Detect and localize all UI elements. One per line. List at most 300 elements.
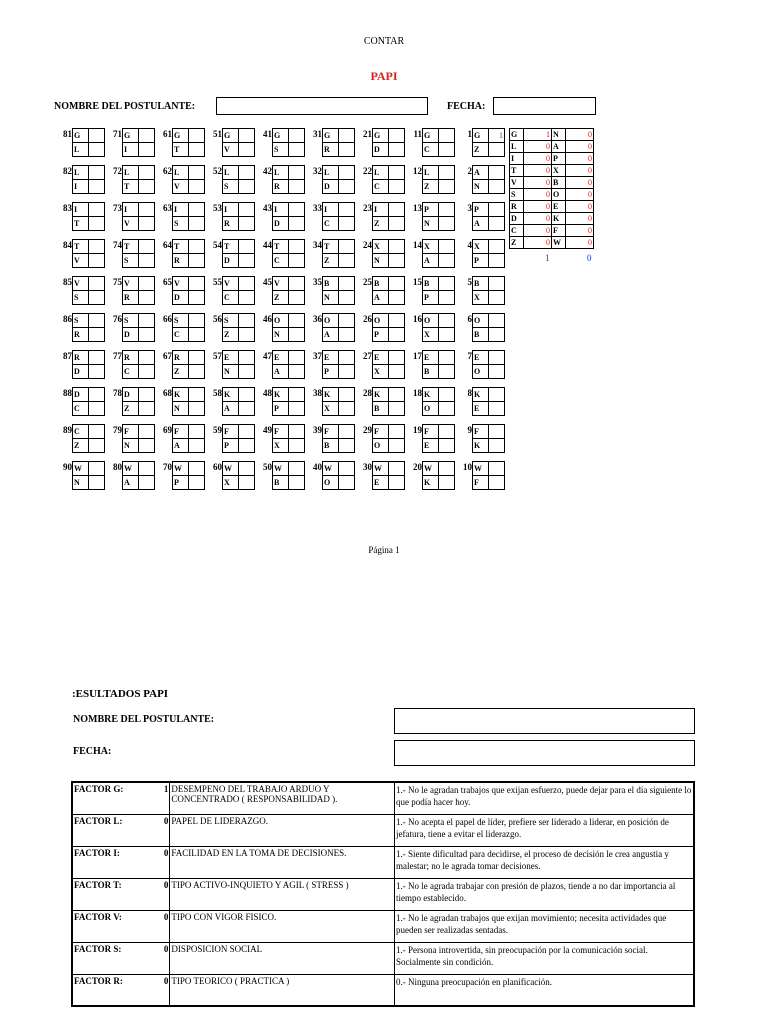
- mark-box[interactable]: [239, 217, 255, 231]
- mark-box[interactable]: [89, 351, 105, 365]
- factor-interpretation: 0.- Ninguna preocupación en planificación.: [395, 974, 694, 1006]
- mark-box[interactable]: [189, 351, 205, 365]
- mark-box[interactable]: 1: [488, 129, 504, 143]
- mark-box[interactable]: [339, 425, 355, 439]
- item-number: 8: [467, 388, 472, 398]
- totals-row: [510, 177, 594, 189]
- mark-box[interactable]: [289, 351, 305, 365]
- mark-box[interactable]: [239, 314, 255, 328]
- answer-item-32: [305, 165, 355, 195]
- item-number: 55: [213, 277, 222, 287]
- mark-box[interactable]: [289, 365, 305, 379]
- mark-box[interactable]: [389, 314, 405, 328]
- mark-box[interactable]: [89, 291, 105, 305]
- mark-box[interactable]: [439, 476, 455, 490]
- mark-box[interactable]: [189, 439, 205, 453]
- mark-box[interactable]: [289, 439, 305, 453]
- mark-box[interactable]: [139, 476, 155, 490]
- mark-box[interactable]: [239, 351, 255, 365]
- mark-box[interactable]: [339, 314, 355, 328]
- mark-box[interactable]: [189, 203, 205, 217]
- mark-box[interactable]: [239, 180, 255, 194]
- mark-box[interactable]: [489, 476, 505, 490]
- mark-box[interactable]: [439, 365, 455, 379]
- mark-box[interactable]: [489, 402, 505, 416]
- mark-box[interactable]: [239, 143, 255, 157]
- factor-letter: B: [552, 177, 566, 189]
- answer-item-15: [405, 276, 455, 306]
- answer-item-88: [55, 387, 105, 417]
- mark-box[interactable]: [289, 462, 305, 476]
- mark-box[interactable]: [139, 291, 155, 305]
- mark-box[interactable]: [139, 217, 155, 231]
- option-letter: E: [323, 351, 339, 365]
- option-letter: K: [473, 439, 489, 453]
- mark-box[interactable]: [339, 254, 355, 268]
- factor-score: 0: [160, 878, 170, 910]
- mark-box[interactable]: [89, 388, 105, 402]
- mark-box[interactable]: [389, 462, 405, 476]
- mark-box[interactable]: [389, 439, 405, 453]
- option-letter: P: [373, 328, 389, 342]
- option-letter: X: [323, 402, 339, 416]
- option-letter: D: [73, 365, 89, 379]
- mark-box[interactable]: [289, 328, 305, 342]
- mark-box[interactable]: [289, 129, 305, 143]
- option-letter: N: [173, 402, 189, 416]
- mark-box[interactable]: [489, 314, 505, 328]
- mark-box[interactable]: [139, 351, 155, 365]
- mark-box[interactable]: [189, 254, 205, 268]
- mark-box[interactable]: [339, 217, 355, 231]
- mark-box[interactable]: [489, 240, 505, 254]
- factor-interpretation: 1.- Siente dificultad para decidirse, el proceso de decisión le crea angustia y malestar; no le agrada tomar decisiones.: [395, 846, 694, 878]
- mark-box[interactable]: [439, 203, 455, 217]
- item-number: 63: [163, 203, 172, 213]
- mark-box[interactable]: [89, 314, 105, 328]
- mark-box[interactable]: [289, 277, 305, 291]
- results-date-field[interactable]: [394, 740, 695, 766]
- mark-box[interactable]: [339, 180, 355, 194]
- factor-row: [72, 910, 694, 942]
- factor-count: 0: [566, 201, 594, 213]
- mark-box[interactable]: [339, 365, 355, 379]
- mark-box[interactable]: [289, 291, 305, 305]
- mark-box[interactable]: [189, 462, 205, 476]
- mark-box[interactable]: [139, 203, 155, 217]
- answer-item-11: [405, 128, 455, 158]
- mark-box[interactable]: [139, 365, 155, 379]
- item-number: 40: [313, 462, 322, 472]
- mark-box[interactable]: [239, 277, 255, 291]
- mark-box[interactable]: [89, 462, 105, 476]
- mark-box[interactable]: [389, 365, 405, 379]
- mark-box[interactable]: [439, 254, 455, 268]
- mark-box[interactable]: [439, 388, 455, 402]
- item-number: 62: [163, 166, 172, 176]
- mark-box[interactable]: [289, 203, 305, 217]
- mark-box[interactable]: [239, 365, 255, 379]
- mark-box[interactable]: [189, 402, 205, 416]
- mark-box[interactable]: [439, 314, 455, 328]
- mark-box[interactable]: [239, 328, 255, 342]
- mark-box[interactable]: [139, 277, 155, 291]
- mark-box[interactable]: [489, 425, 505, 439]
- option-letter: Z: [323, 254, 339, 268]
- mark-box[interactable]: [139, 439, 155, 453]
- mark-box[interactable]: [239, 254, 255, 268]
- factor-letter: I: [510, 153, 524, 165]
- mark-box[interactable]: [489, 180, 505, 194]
- mark-box[interactable]: [289, 402, 305, 416]
- option-letter: S: [223, 314, 239, 328]
- factor-interpretation: 1.- Persona introvertida, sin preocupación por la comunicación social. Socialmente sin condición.: [395, 942, 694, 974]
- mark-box[interactable]: [89, 425, 105, 439]
- item-number: 71: [113, 129, 122, 139]
- item-number: 57: [213, 351, 222, 361]
- factor-count: 0: [566, 177, 594, 189]
- factor-interpretation: 1.- No le agrada trabajar con presión de plazos, tiende a no dar importancia al tiempo establecido.: [395, 878, 694, 910]
- mark-box[interactable]: [439, 439, 455, 453]
- answer-item-57: [205, 350, 255, 380]
- item-number: 27: [363, 351, 372, 361]
- mark-box[interactable]: [239, 291, 255, 305]
- mark-box[interactable]: [139, 254, 155, 268]
- mark-box[interactable]: [189, 291, 205, 305]
- mark-box[interactable]: [339, 240, 355, 254]
- item-number: 85: [63, 277, 72, 287]
- factor-name: FACTOR R:: [72, 974, 160, 1006]
- mark-box[interactable]: [239, 439, 255, 453]
- option-letter: F: [473, 476, 489, 490]
- mark-box[interactable]: [489, 166, 505, 180]
- mark-box[interactable]: [139, 314, 155, 328]
- option-letter: W: [173, 462, 189, 476]
- item-number: 18: [413, 388, 422, 398]
- option-letter: W: [473, 462, 489, 476]
- mark-box[interactable]: [139, 388, 155, 402]
- mark-box[interactable]: [189, 166, 205, 180]
- answer-item-38: [305, 387, 355, 417]
- option-letter: L: [73, 143, 89, 157]
- mark-box[interactable]: [389, 476, 405, 490]
- mark-box[interactable]: [389, 180, 405, 194]
- answer-item-89: [55, 424, 105, 454]
- option-letter: D: [123, 328, 139, 342]
- mark-box[interactable]: [89, 166, 105, 180]
- mark-box[interactable]: [389, 217, 405, 231]
- factor-count: 0: [524, 237, 552, 249]
- mark-box[interactable]: [139, 180, 155, 194]
- mark-box[interactable]: [89, 365, 105, 379]
- results-date-label: FECHA:: [73, 746, 112, 757]
- mark-box[interactable]: [389, 166, 405, 180]
- mark-box[interactable]: [189, 476, 205, 490]
- mark-box[interactable]: [89, 254, 105, 268]
- mark-box[interactable]: [239, 402, 255, 416]
- mark-box[interactable]: [439, 462, 455, 476]
- mark-box[interactable]: [289, 476, 305, 490]
- option-letter: Z: [373, 217, 389, 231]
- mark-box[interactable]: [339, 143, 355, 157]
- mark-box[interactable]: [89, 217, 105, 231]
- mark-box[interactable]: [89, 476, 105, 490]
- item-number: 25: [363, 277, 372, 287]
- totals-row: [510, 129, 594, 141]
- mark-box[interactable]: [339, 462, 355, 476]
- mark-box[interactable]: [189, 277, 205, 291]
- factor-name: FACTOR L:: [72, 814, 160, 846]
- mark-box[interactable]: [489, 365, 505, 379]
- mark-box[interactable]: [139, 328, 155, 342]
- results-name-field[interactable]: [394, 708, 695, 734]
- factor-letter: X: [552, 165, 566, 177]
- option-letter: F: [273, 425, 289, 439]
- mark-box[interactable]: [439, 328, 455, 342]
- option-letter: R: [123, 291, 139, 305]
- option-letter: G: [423, 129, 439, 143]
- mark-box[interactable]: [139, 129, 155, 143]
- mark-box[interactable]: [389, 402, 405, 416]
- mark-box[interactable]: [489, 351, 505, 365]
- mark-box[interactable]: [339, 476, 355, 490]
- mark-box[interactable]: [289, 240, 305, 254]
- mark-box[interactable]: [389, 388, 405, 402]
- mark-box[interactable]: [289, 217, 305, 231]
- mark-box[interactable]: [489, 388, 505, 402]
- mark-box[interactable]: [89, 402, 105, 416]
- results-title: :ESULTADOS PAPI: [72, 688, 169, 700]
- option-letter: L: [423, 166, 439, 180]
- mark-box[interactable]: [439, 240, 455, 254]
- mark-box[interactable]: [89, 240, 105, 254]
- mark-box[interactable]: [139, 143, 155, 157]
- answer-item-31: [305, 128, 355, 158]
- mark-box[interactable]: [239, 462, 255, 476]
- mark-box[interactable]: [439, 129, 455, 143]
- mark-box[interactable]: [189, 365, 205, 379]
- item-number: 36: [313, 314, 322, 324]
- mark-box[interactable]: [189, 240, 205, 254]
- option-letter: N: [223, 365, 239, 379]
- mark-box[interactable]: [189, 129, 205, 143]
- sum-right: 0: [587, 253, 592, 263]
- answer-item-21: [355, 128, 405, 158]
- option-letter: R: [73, 351, 89, 365]
- mark-box[interactable]: [89, 180, 105, 194]
- item-number: 89: [63, 425, 72, 435]
- option-letter: W: [423, 462, 439, 476]
- mark-box[interactable]: [189, 388, 205, 402]
- answer-item-80: [105, 461, 155, 491]
- mark-box[interactable]: [339, 388, 355, 402]
- option-letter: P: [473, 254, 489, 268]
- mark-box[interactable]: [89, 203, 105, 217]
- date-field[interactable]: [493, 97, 596, 115]
- mark-box[interactable]: [239, 425, 255, 439]
- answer-item-83: [55, 202, 105, 232]
- item-number: 74: [113, 240, 122, 250]
- factor-letter: G: [510, 129, 524, 141]
- mark-box[interactable]: [89, 439, 105, 453]
- item-number: 76: [113, 314, 122, 324]
- mark-box[interactable]: [189, 328, 205, 342]
- factor-count: 0: [566, 165, 594, 177]
- factor-letter: L: [510, 141, 524, 153]
- item-number: 75: [113, 277, 122, 287]
- mark-box[interactable]: [189, 143, 205, 157]
- option-letter: B: [273, 476, 289, 490]
- mark-box[interactable]: [439, 351, 455, 365]
- factor-count: 0: [524, 201, 552, 213]
- mark-box[interactable]: [339, 277, 355, 291]
- factor-count: 0: [566, 189, 594, 201]
- option-letter: S: [223, 180, 239, 194]
- factor-letter: O: [552, 189, 566, 201]
- mark-box[interactable]: [389, 291, 405, 305]
- mark-box[interactable]: [139, 462, 155, 476]
- mark-box[interactable]: [489, 217, 505, 231]
- mark-box[interactable]: [439, 425, 455, 439]
- mark-box[interactable]: [489, 277, 505, 291]
- answer-item-39: [305, 424, 355, 454]
- mark-box[interactable]: [239, 476, 255, 490]
- mark-box[interactable]: [339, 166, 355, 180]
- mark-box[interactable]: [439, 166, 455, 180]
- mark-box[interactable]: [239, 203, 255, 217]
- mark-box[interactable]: [389, 129, 405, 143]
- mark-box[interactable]: [289, 180, 305, 194]
- mark-box[interactable]: [489, 328, 505, 342]
- mark-box[interactable]: [139, 425, 155, 439]
- mark-box[interactable]: [289, 388, 305, 402]
- mark-box[interactable]: [389, 143, 405, 157]
- item-number: 10: [463, 462, 472, 472]
- option-letter: N: [423, 217, 439, 231]
- item-number: 38: [313, 388, 322, 398]
- mark-box[interactable]: [339, 439, 355, 453]
- mark-box[interactable]: [389, 254, 405, 268]
- mark-box[interactable]: [89, 328, 105, 342]
- option-letter: V: [273, 277, 289, 291]
- mark-box[interactable]: [239, 129, 255, 143]
- mark-box[interactable]: [439, 402, 455, 416]
- factor-letter: C: [510, 225, 524, 237]
- totals-row: [510, 237, 594, 249]
- mark-box[interactable]: [439, 143, 455, 157]
- mark-box[interactable]: [389, 240, 405, 254]
- option-letter: G: [273, 129, 289, 143]
- contar-heading: CONTAR: [363, 36, 405, 47]
- answer-item-1: [455, 128, 505, 158]
- mark-box[interactable]: [89, 143, 105, 157]
- option-letter: K: [473, 388, 489, 402]
- mark-box[interactable]: [339, 402, 355, 416]
- mark-box[interactable]: [439, 291, 455, 305]
- answer-item-27: [355, 350, 405, 380]
- mark-box[interactable]: [289, 254, 305, 268]
- mark-box[interactable]: [189, 425, 205, 439]
- mark-box[interactable]: [289, 166, 305, 180]
- option-letter: G: [73, 129, 89, 143]
- factor-row: [72, 782, 694, 814]
- mark-box[interactable]: [189, 217, 205, 231]
- mark-box[interactable]: [339, 129, 355, 143]
- option-letter: S: [73, 314, 89, 328]
- option-letter: K: [373, 388, 389, 402]
- mark-box[interactable]: [239, 166, 255, 180]
- mark-box[interactable]: [489, 462, 505, 476]
- option-letter: R: [173, 351, 189, 365]
- mark-box[interactable]: [139, 402, 155, 416]
- mark-box[interactable]: [488, 143, 504, 157]
- mark-box[interactable]: [489, 203, 505, 217]
- mark-box[interactable]: [489, 439, 505, 453]
- option-letter: A: [373, 291, 389, 305]
- mark-box[interactable]: [489, 254, 505, 268]
- option-letter: R: [173, 254, 189, 268]
- option-letter: X: [373, 365, 389, 379]
- option-letter: O: [323, 476, 339, 490]
- mark-box[interactable]: [489, 291, 505, 305]
- mark-box[interactable]: [339, 328, 355, 342]
- mark-box[interactable]: [389, 425, 405, 439]
- mark-box[interactable]: [289, 314, 305, 328]
- item-number: 59: [213, 425, 222, 435]
- mark-box[interactable]: [339, 291, 355, 305]
- mark-box[interactable]: [89, 277, 105, 291]
- totals-row: [510, 213, 594, 225]
- answer-item-81: [55, 128, 105, 158]
- mark-box[interactable]: [339, 351, 355, 365]
- option-letter: K: [223, 388, 239, 402]
- option-letter: S: [173, 314, 189, 328]
- mark-box[interactable]: [189, 314, 205, 328]
- mark-box[interactable]: [139, 166, 155, 180]
- answer-item-34: [305, 239, 355, 269]
- mark-box[interactable]: [239, 388, 255, 402]
- mark-box[interactable]: [439, 217, 455, 231]
- mark-box[interactable]: [239, 240, 255, 254]
- mark-box[interactable]: [439, 277, 455, 291]
- mark-box[interactable]: [289, 143, 305, 157]
- mark-box[interactable]: [389, 351, 405, 365]
- mark-box[interactable]: [339, 203, 355, 217]
- factor-name: FACTOR T:: [72, 878, 160, 910]
- option-letter: W: [323, 462, 339, 476]
- item-number: 24: [363, 240, 372, 250]
- mark-box[interactable]: [289, 425, 305, 439]
- mark-box[interactable]: [389, 328, 405, 342]
- factor-description: FACILIDAD EN LA TOMA DE DECISIONES.: [170, 846, 395, 878]
- option-letter: T: [123, 180, 139, 194]
- option-letter: G: [173, 129, 189, 143]
- item-number: 13: [413, 203, 422, 213]
- option-letter: B: [423, 277, 439, 291]
- mark-box[interactable]: [389, 277, 405, 291]
- option-letter: K: [323, 388, 339, 402]
- item-number: 32: [313, 166, 322, 176]
- mark-box[interactable]: [89, 129, 105, 143]
- option-letter: S: [273, 143, 289, 157]
- option-letter: R: [323, 143, 339, 157]
- mark-box[interactable]: [139, 240, 155, 254]
- name-field[interactable]: [216, 97, 428, 115]
- mark-box[interactable]: [389, 203, 405, 217]
- option-letter: F: [223, 425, 239, 439]
- mark-box[interactable]: [189, 180, 205, 194]
- mark-box[interactable]: [439, 180, 455, 194]
